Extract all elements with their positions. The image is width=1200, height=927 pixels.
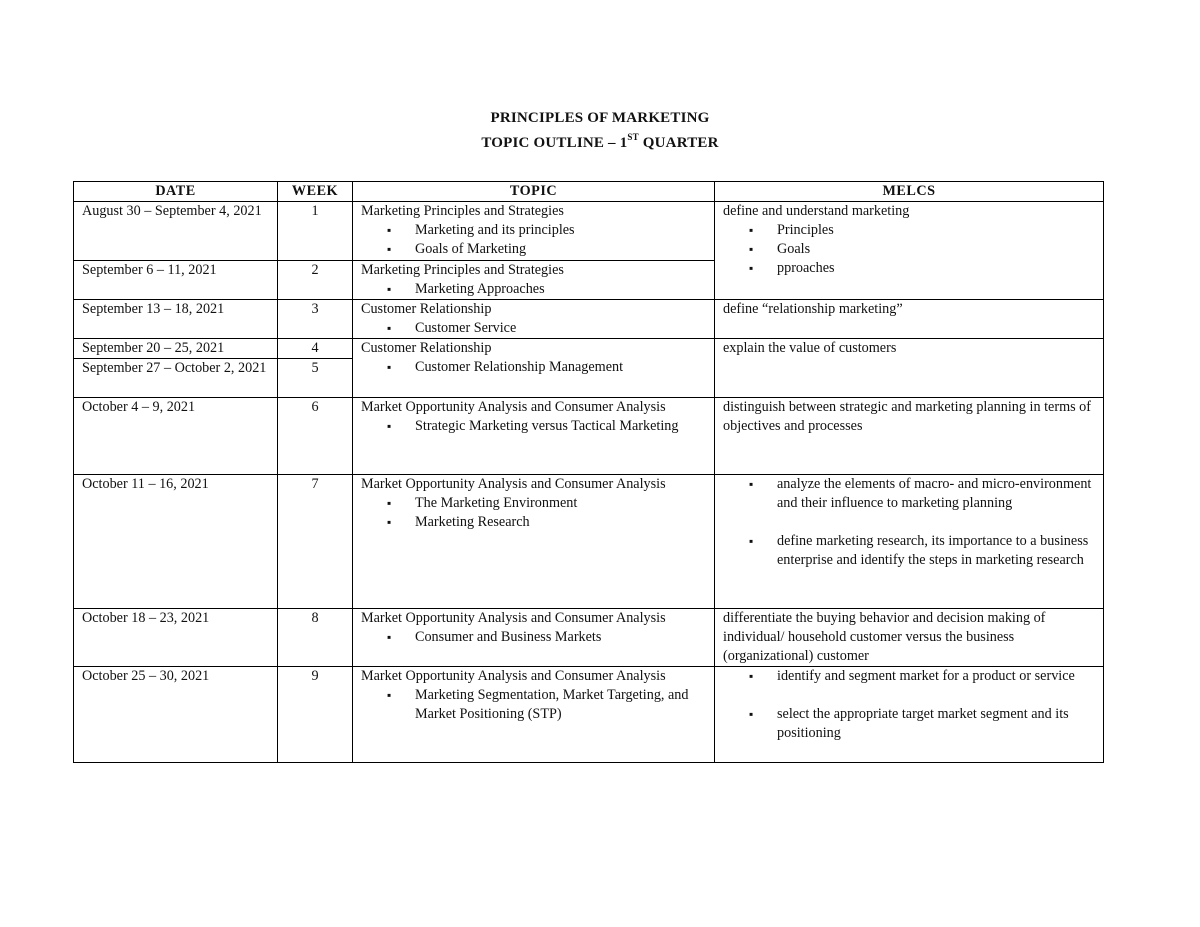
week-cell: 2 [278, 261, 353, 300]
melc-item: ▪ analyze the elements of macro- and micro-environment and their influence to marketing planning [777, 475, 1095, 513]
melc-item: ▪ select the appropriate target market segment and its positioning [777, 705, 1095, 743]
date-cell: September 6 – 11, 2021 [74, 261, 278, 300]
topic-cell [353, 300, 715, 339]
melc-cell: define “relationship marketing” [715, 300, 1104, 339]
topic-title: Market Opportunity Analysis and Consumer Analysis [361, 668, 666, 684]
date-cell: September 20 – 25, 2021 [74, 339, 278, 359]
subtopic-item: ▪ Strategic Marketing versus Tactical Marketing [415, 417, 706, 436]
table-row [74, 398, 1104, 475]
date-cell: October 11 – 16, 2021 [74, 475, 278, 609]
subtopic-list [361, 686, 706, 724]
topic-title: Marketing Principles and Strategies [361, 262, 564, 278]
subtitle-prefix: TOPIC OUTLINE – 1 [481, 135, 628, 151]
table-row [74, 667, 1104, 763]
week-cell: 4 [278, 339, 353, 359]
topic-title: Customer Relationship [361, 301, 492, 317]
melc-list [723, 475, 1095, 570]
topic-title: Marketing Principles and Strategies [361, 203, 564, 219]
topic-cell [353, 261, 715, 300]
melc-cell: distinguish between strategic and marketing planning in terms of objectives and processes [715, 398, 1104, 475]
subtopic-list [361, 280, 706, 299]
topic-cell [353, 339, 715, 398]
subtopic-list [361, 221, 706, 259]
subtopic-item: ▪ Customer Service [415, 319, 706, 338]
melc-text: define and understand marketing [723, 203, 910, 219]
melc-list [723, 667, 1095, 743]
table-row [74, 475, 1104, 609]
date-cell: October 18 – 23, 2021 [74, 609, 278, 667]
week-cell: 3 [278, 300, 353, 339]
document-title: PRINCIPLES OF MARKETING [490, 110, 710, 126]
topic-title: Customer Relationship [361, 340, 492, 356]
melc-item: ▪ identify and segment market for a product or service [777, 667, 1095, 686]
subtopic-item: ▪ Consumer and Business Markets [415, 628, 706, 647]
melc-cell [715, 667, 1104, 763]
header-date: DATE [74, 182, 278, 202]
week-cell: 8 [278, 609, 353, 667]
table-row [74, 339, 1104, 359]
date-cell: September 27 – October 2, 2021 [74, 359, 278, 398]
subtopic-list [361, 494, 706, 532]
date-cell: August 30 – September 4, 2021 [74, 202, 278, 261]
date-cell: October 25 – 30, 2021 [74, 667, 278, 763]
subtopic-item: ▪ Marketing Research [415, 513, 706, 532]
topic-cell [353, 667, 715, 763]
header-topic: TOPIC [353, 182, 715, 202]
melc-item: ▪ define marketing research, its importance to a business enterprise and identify the steps in marketing research [777, 532, 1095, 570]
subtitle-superscript: ST [627, 132, 639, 142]
subtopic-item: ▪ The Marketing Environment [415, 494, 706, 513]
topic-cell [353, 398, 715, 475]
melc-cell [715, 202, 1104, 300]
subtitle-suffix: QUARTER [638, 135, 719, 151]
table-row [74, 202, 1104, 261]
header-week: WEEK [278, 182, 353, 202]
topic-title: Market Opportunity Analysis and Consumer Analysis [361, 476, 666, 492]
melc-cell [715, 475, 1104, 609]
subtopic-item: ▪ Goals of Marketing [415, 240, 706, 259]
date-cell: October 4 – 9, 2021 [74, 398, 278, 475]
melc-item: ▪ Goals [777, 240, 1095, 259]
melc-item: ▪ pproaches [777, 259, 1095, 278]
document-subtitle [0, 128, 1200, 153]
melc-list [723, 221, 1095, 278]
topic-cell [353, 609, 715, 667]
subtopic-list [361, 417, 706, 436]
subtopic-list [361, 628, 706, 647]
topic-outline-table [73, 181, 1104, 763]
melc-cell: differentiate the buying behavior and decision making of individual/ household customer versus the business (organizational) customer [715, 609, 1104, 667]
document-header [0, 108, 1200, 153]
week-cell: 1 [278, 202, 353, 261]
week-cell: 9 [278, 667, 353, 763]
topic-cell [353, 475, 715, 609]
subtopic-item: ▪ Marketing Segmentation, Market Targeting, and Market Positioning (STP) [415, 686, 706, 724]
subtopic-item: ▪ Customer Relationship Management [415, 358, 706, 377]
week-cell: 5 [278, 359, 353, 398]
melc-cell: explain the value of customers [715, 339, 1104, 398]
week-cell: 7 [278, 475, 353, 609]
table-row [74, 609, 1104, 667]
subtopic-list [361, 319, 706, 338]
table-row [74, 300, 1104, 339]
date-cell: September 13 – 18, 2021 [74, 300, 278, 339]
topic-title: Market Opportunity Analysis and Consumer Analysis [361, 610, 666, 626]
topic-cell [353, 202, 715, 261]
subtopic-item: ▪ Marketing Approaches [415, 280, 706, 299]
week-cell: 6 [278, 398, 353, 475]
header-melcs: MELCS [715, 182, 1104, 202]
topic-title: Market Opportunity Analysis and Consumer Analysis [361, 399, 666, 415]
subtopic-item: ▪ Marketing and its principles [415, 221, 706, 240]
table-header-row [74, 182, 1104, 202]
subtopic-list [361, 358, 706, 377]
melc-item: ▪ Principles [777, 221, 1095, 240]
